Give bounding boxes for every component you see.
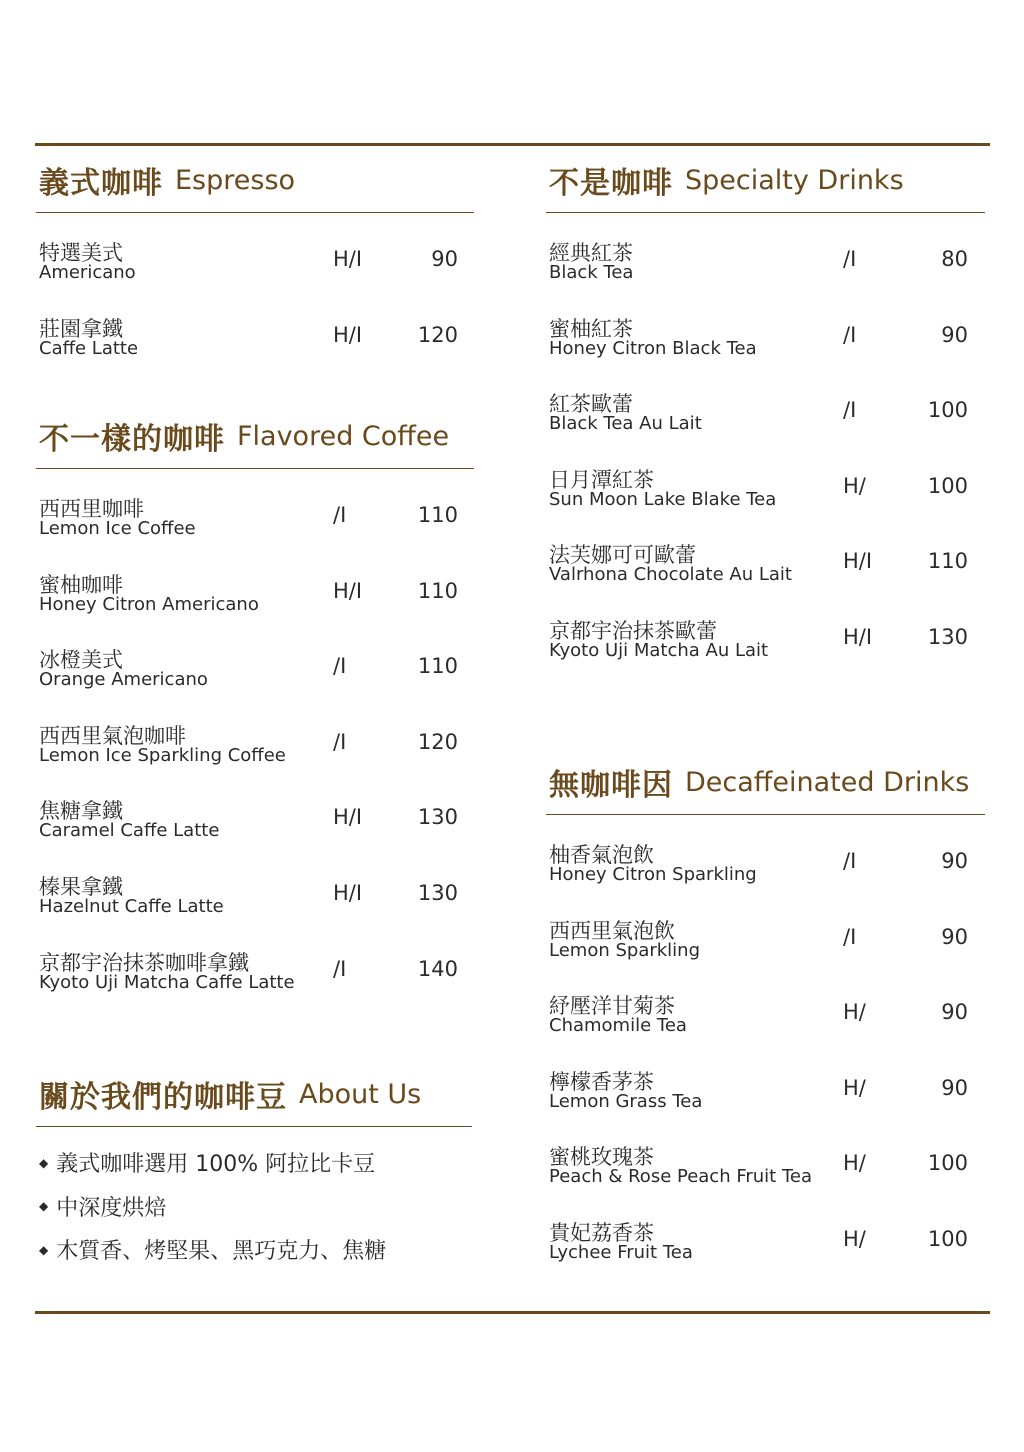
bullet-text: 木質香、烤堅果、黑巧克力、焦糖 [56,1239,387,1265]
section-title-zh: 不是咖啡 [549,166,673,201]
section-title-en: Specialty Drinks [685,164,904,196]
item-name-en: Caramel Caffe Latte [39,820,220,842]
item-name-zh: 柚香氣泡飲 [549,843,654,867]
bullet-text: 中深度烘焙 [56,1195,167,1221]
bullet-item [36,1185,472,1229]
menu-item [546,835,985,911]
item-price: 100 [927,473,968,498]
menu-item [36,716,474,792]
item-temp: H/ [843,1075,866,1100]
item-name-zh: 法芙娜可可歐蕾 [549,543,696,568]
item-temp: H/ [843,1000,866,1025]
bullet-text: 義式咖啡選用 100% 阿拉比卡豆 [56,1152,376,1178]
item-temp: /I [333,654,347,679]
item-name-en: Valrhona Chocolate Au Lait [549,564,792,586]
item-name-en: Lychee Fruit Tea [549,1241,693,1263]
item-price: 120 [417,322,458,347]
bottom-divider [35,1311,990,1314]
item-temp: /I [843,398,857,423]
item-price: 90 [941,1000,968,1025]
section-heading [36,404,474,469]
item-temp: H/ [843,1226,866,1251]
item-temp: /I [333,729,347,754]
item-name-zh: 蜜柚紅茶 [549,316,633,341]
item-name-zh: 特選美式 [39,241,123,265]
bullet-item [36,1141,472,1185]
section-flavored-coffee [36,404,474,1018]
item-name-zh: 蜜柚咖啡 [39,572,123,597]
item-price: 110 [417,654,458,679]
menu-item [36,640,474,716]
menu-item [546,535,985,611]
item-temp: /I [333,956,347,981]
item-price: 130 [417,880,458,905]
item-name-en: Americano [39,262,136,283]
item-name-zh: 西西里氣泡飲 [549,918,675,943]
item-name-zh: 蜜桃玫瑰茶 [549,1145,654,1170]
menu-item [546,911,985,987]
item-price: 90 [941,322,968,347]
item-temp: /I [843,247,857,271]
section-about-us [36,1062,472,1272]
item-price: 90 [941,924,968,949]
item-price: 100 [927,1226,968,1251]
item-name-en: Lemon Grass Tea [549,1090,703,1112]
item-price: 90 [431,247,458,271]
item-price: 100 [927,1151,968,1176]
item-price: 80 [941,247,968,271]
top-divider [35,143,990,146]
item-name-en: Hazelnut Caffe Latte [39,895,224,917]
item-name-zh: 莊園拿鐵 [39,316,123,341]
item-temp: H/I [333,880,363,905]
item-name-zh: 紅茶歐蕾 [549,392,633,417]
item-temp: H/I [333,247,363,271]
item-name-en: Lemon Ice Sparkling Coffee [39,744,286,766]
section-heading [546,750,985,815]
item-temp: H/I [333,322,363,347]
item-name-zh: 檸檬香茅茶 [549,1069,654,1094]
item-name-en: Honey Citron Black Tea [549,337,757,359]
item-temp: /I [843,924,857,949]
menu-item [546,986,985,1062]
section-title-en: Decaffeinated Drinks [685,766,970,798]
menu-item [36,867,474,943]
menu-item [546,1213,985,1289]
menu-item [546,233,985,309]
item-name-en: Sun Moon Lake Blake Tea [549,488,777,510]
item-price: 90 [941,849,968,873]
section-specialty-drinks [546,148,985,687]
item-name-en: Caffe Latte [39,337,139,359]
item-price: 120 [417,729,458,754]
bullet-item [36,1228,472,1272]
item-temp: /I [843,322,857,347]
item-price: 110 [927,549,968,574]
menu-item [36,233,474,309]
item-temp: H/I [333,578,363,603]
diamond-bullet-icon: ◆ [39,1242,49,1257]
item-name-en: Peach & Rose Peach Fruit Tea [549,1166,813,1188]
section-title-en: About Us [299,1078,422,1110]
item-price: 140 [417,956,458,981]
item-temp: H/I [333,805,363,830]
section-title-en: Flavored Coffee [237,420,450,452]
section-espresso [36,148,474,384]
item-name-zh: 焦糖拿鐵 [39,799,123,824]
section-heading [36,148,474,213]
section-title-zh: 義式咖啡 [39,166,163,201]
item-price: 130 [927,624,968,649]
diamond-bullet-icon: ◆ [39,1199,49,1214]
section-decaffeinated-drinks [546,750,985,1289]
item-name-en: Honey Citron Americano [39,593,259,615]
section-title-en: Espresso [175,164,296,196]
item-name-zh: 京都宇治抹茶咖啡拿鐵 [39,950,249,975]
item-name-en: Black Tea [549,262,634,283]
item-name-zh: 冰橙美式 [39,648,123,673]
item-name-en: Chamomile Tea [549,1015,687,1037]
item-temp: H/ [843,473,866,498]
menu-item [36,309,474,385]
item-name-en: Kyoto Uji Matcha Caffe Latte [39,971,295,993]
item-name-zh: 貴妃荔香茶 [549,1220,654,1245]
item-name-zh: 京都宇治抹茶歐蕾 [549,618,717,643]
diamond-bullet-icon: ◆ [39,1155,49,1170]
item-price: 100 [927,398,968,423]
menu-item [36,489,474,565]
menu-item [36,791,474,867]
item-temp: /I [333,503,347,527]
menu-item [546,309,985,385]
item-name-en: Honey Citron Sparkling [549,864,757,885]
item-name-en: Black Tea Au Lait [549,413,702,435]
item-temp: H/I [843,624,873,649]
item-name-zh: 日月潭紅茶 [549,467,654,492]
section-title-zh: 不一樣的咖啡 [39,422,225,457]
item-name-zh: 經典紅茶 [549,241,633,265]
item-name-zh: 紓壓洋甘菊茶 [549,994,675,1019]
item-price: 110 [417,578,458,603]
menu-item [546,384,985,460]
menu-item [36,943,474,1019]
item-temp: H/ [843,1151,866,1176]
menu-item [546,1062,985,1138]
menu-item [546,460,985,536]
item-name-zh: 榛果拿鐵 [39,874,123,899]
menu-item [546,611,985,687]
item-temp: H/I [843,549,873,574]
item-price: 90 [941,1075,968,1100]
item-name-zh: 西西里氣泡咖啡 [39,723,186,748]
item-name-en: Orange Americano [39,669,208,691]
item-price: 110 [417,503,458,527]
section-title-zh: 無咖啡因 [549,768,673,803]
item-name-en: Lemon Ice Coffee [39,518,196,539]
menu-item [36,565,474,641]
item-name-en: Kyoto Uji Matcha Au Lait [549,639,769,661]
section-heading [36,1062,472,1127]
item-price: 130 [417,805,458,830]
section-heading [546,148,985,213]
section-title-zh: 關於我們的咖啡豆 [39,1080,287,1115]
menu-item [546,1137,985,1213]
item-name-en: Lemon Sparkling [549,939,701,961]
item-temp: /I [843,849,857,873]
item-name-zh: 西西里咖啡 [39,497,144,521]
